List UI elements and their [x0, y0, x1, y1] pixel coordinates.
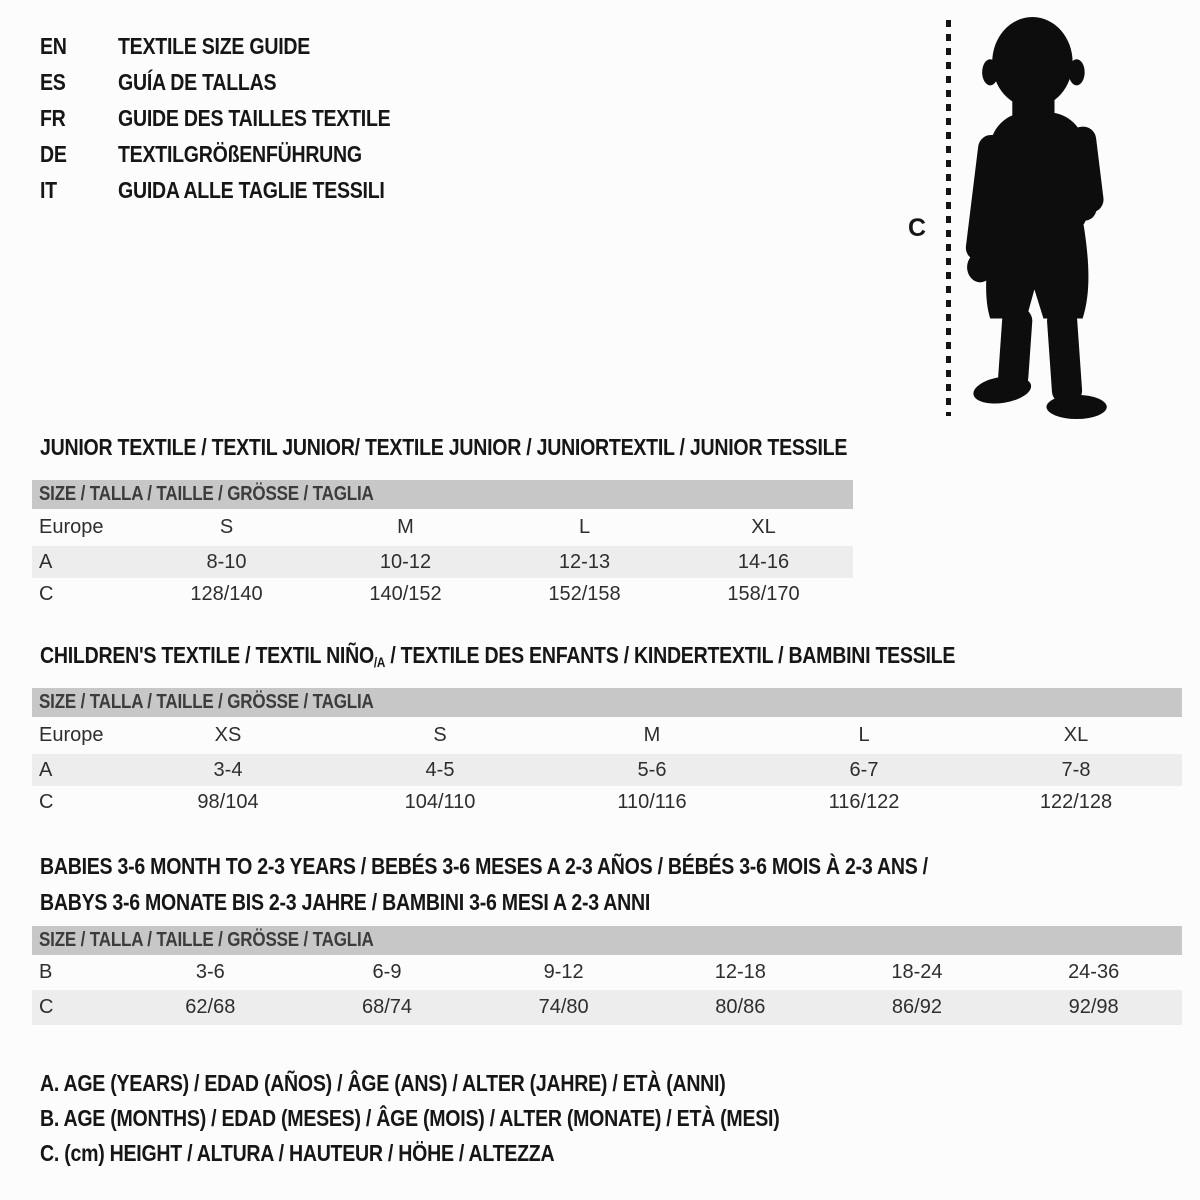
- cell: 18-24: [891, 961, 943, 983]
- col-header: XL: [751, 516, 776, 538]
- lang-title-en: TEXTILE SIZE GUIDE: [118, 32, 311, 59]
- cell: 12-13: [558, 550, 611, 573]
- cell: 9-12: [543, 961, 584, 983]
- cell: 68/74: [361, 996, 413, 1018]
- note-a: A. AGE (YEARS) / EDAD (AÑOS) / ÂGE (ANS) / ALTER (JAHRE) / ETÀ (ANNI): [40, 1070, 726, 1096]
- lang-code-es: ES: [40, 68, 66, 95]
- col-header: XS: [214, 724, 242, 746]
- cell: 158/170: [727, 582, 800, 605]
- junior-section-title-text: JUNIOR TEXTILE / TEXTIL JUNIOR/ TEXTILE JUNIOR / JUNIORTEXTIL / JUNIOR TESSILE: [40, 434, 848, 460]
- lang-row-it: [40, 172, 439, 208]
- row-label: C: [39, 582, 54, 605]
- cell: 98/104: [197, 790, 259, 813]
- cell: 104/110: [404, 790, 476, 813]
- children-section-title: [40, 642, 1117, 676]
- children-table: [32, 717, 1182, 818]
- cell: 62/68: [185, 996, 236, 1018]
- children-size-table: [32, 688, 1182, 818]
- cell: 7-8: [1061, 758, 1091, 781]
- col-header: Europe: [39, 516, 104, 538]
- junior-table: [32, 509, 853, 610]
- row-label: B: [39, 961, 53, 983]
- babies-title-line1: BABIES 3-6 MONTH TO 2-3 YEARS / BEBÉS 3-6 MESES A 2-3 AÑOS / BÉBÉS 3-6 MOIS À 2-3 ANS /: [40, 853, 928, 879]
- col-header: S: [219, 516, 234, 538]
- children-size-header-bar: [32, 688, 1182, 717]
- junior-section-title: [40, 434, 990, 461]
- lang-title-it: GUIDA ALLE TAGLIE TESSILI: [118, 176, 385, 203]
- junior-size-table: [32, 480, 853, 610]
- cell: 10-12: [379, 550, 432, 573]
- language-title-list: [40, 28, 439, 208]
- cell: 80/86: [715, 996, 766, 1018]
- cell: 3-6: [195, 961, 225, 983]
- babies-row-c: [32, 990, 1182, 1025]
- children-title-sub: /A: [373, 654, 386, 670]
- lang-code-en: EN: [40, 32, 67, 59]
- lang-row-es: [40, 64, 439, 100]
- col-header: S: [433, 724, 447, 746]
- col-header: M: [643, 724, 661, 746]
- col-header: Europe: [39, 724, 104, 746]
- babies-section-title: [40, 848, 1085, 920]
- cell: 140/152: [369, 582, 442, 605]
- children-title-pre: CHILDREN'S TEXTILE / TEXTIL NIÑO: [40, 642, 374, 668]
- toddler-silhouette-icon: [963, 16, 1141, 420]
- babies-size-header-bar: [32, 926, 1182, 955]
- cell: 3-4: [213, 758, 243, 781]
- children-row-c: [32, 786, 1182, 818]
- cell: 128/140: [190, 582, 263, 605]
- row-label: A: [39, 758, 53, 781]
- cell: 116/122: [828, 790, 900, 813]
- cell: 4-5: [425, 758, 455, 781]
- cell: 14-16: [737, 550, 790, 573]
- junior-size-header-bar: [32, 480, 853, 509]
- height-measure-label: C: [908, 214, 927, 242]
- children-row-a: [32, 754, 1182, 786]
- children-title-post: / TEXTILE DES ENFANTS / KINDERTEXTIL / BAMBINI TESSILE: [385, 642, 956, 668]
- cell: 6-7: [849, 758, 879, 781]
- cell: 152/158: [548, 582, 621, 605]
- junior-row-a: [32, 546, 853, 578]
- junior-size-header-label: SIZE / TALLA / TAILLE / GRÖSSE / TAGLIA: [39, 483, 374, 505]
- junior-row-c: [32, 578, 853, 610]
- col-header: L: [858, 724, 870, 746]
- col-header: M: [397, 516, 414, 538]
- lang-title-fr: GUIDE DES TAILLES TEXTILE: [118, 104, 391, 131]
- row-label: A: [39, 550, 53, 573]
- row-label: C: [39, 996, 54, 1018]
- cell: 8-10: [206, 550, 247, 573]
- col-header: XL: [1063, 724, 1089, 746]
- cell: 5-6: [637, 758, 667, 781]
- babies-size-table: [32, 926, 1182, 1025]
- row-label: C: [39, 790, 54, 813]
- lang-code-de: DE: [40, 140, 67, 167]
- lang-row-fr: [40, 100, 439, 136]
- cell: 86/92: [891, 996, 942, 1018]
- cell: 6-9: [372, 961, 402, 983]
- babies-title-line2: BABYS 3-6 MONATE BIS 2-3 JAHRE / BAMBINI 3-6 MESI A 2-3 ANNI: [40, 889, 651, 915]
- children-columns-row: [32, 717, 1182, 754]
- cell: 12-18: [714, 961, 766, 983]
- lang-row-en: [40, 28, 439, 64]
- note-b: B. AGE (MONTHS) / EDAD (MESES) / ÂGE (MOIS) / ALTER (MONATE) / ETÀ (MESI): [40, 1105, 780, 1131]
- cell: 122/128: [1039, 790, 1113, 813]
- babies-row-b: [32, 955, 1182, 990]
- note-c: C. (cm) HEIGHT / ALTURA / HAUTEUR / HÖHE / ALTEZZA: [40, 1140, 555, 1166]
- cell: 92/98: [1068, 996, 1119, 1018]
- babies-table: [32, 955, 1182, 1025]
- cell: 110/116: [617, 790, 687, 813]
- lang-title-de: TEXTILGRÖßENFÜHRUNG: [118, 140, 362, 167]
- cell: 24-36: [1068, 961, 1120, 983]
- children-size-header-label: SIZE / TALLA / TAILLE / GRÖSSE / TAGLIA: [39, 691, 374, 713]
- cell: 74/80: [538, 996, 589, 1018]
- lang-row-de: [40, 136, 439, 172]
- height-measure-dashed-line: [946, 20, 951, 416]
- legend-notes: [40, 1066, 910, 1171]
- junior-columns-row: [32, 509, 853, 546]
- lang-code-fr: FR: [40, 104, 66, 131]
- lang-title-es: GUÍA DE TALLAS: [118, 68, 277, 95]
- col-header: L: [578, 516, 591, 538]
- babies-size-header-label: SIZE / TALLA / TAILLE / GRÖSSE / TAGLIA: [39, 929, 374, 951]
- lang-code-it: IT: [40, 176, 57, 203]
